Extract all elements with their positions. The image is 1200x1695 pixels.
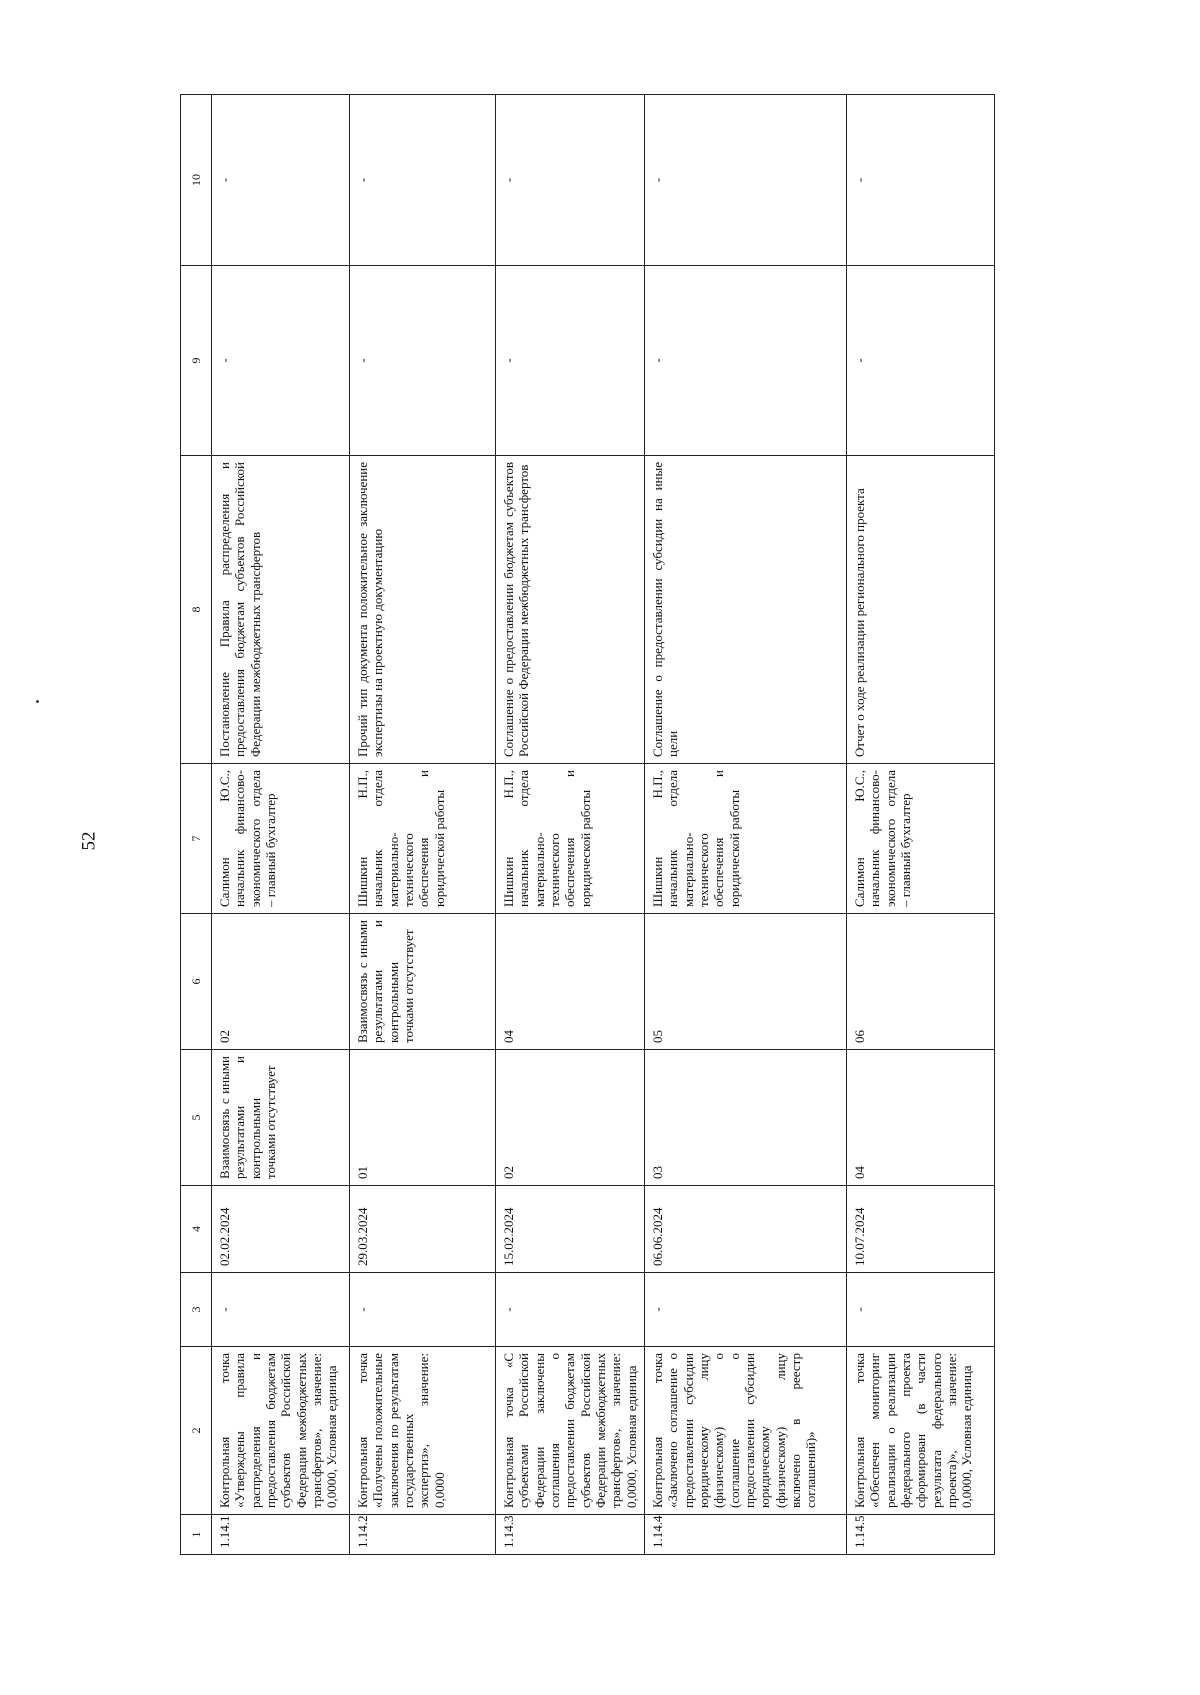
rotated-table-wrapper — [180, 95, 1080, 1555]
cell-control-point: Контрольная точка «Получены положительные заключения по результатам государственных экспертиз», значение: 0,0000 — [350, 1347, 496, 1515]
control-points-table — [180, 94, 995, 1555]
cell-predecessor: 03 — [644, 1050, 846, 1186]
cell-control-point: Контрольная точка «Обеспечен мониторинг реализации о реализации федерального проекта сформирован (в части результата федерального проекта)», значение: 0,0000, Условная единица — [846, 1347, 994, 1515]
cell-col-10: - — [496, 95, 645, 266]
table-row — [644, 95, 846, 1555]
cell-document: Постановление Правила распределения и предоставления бюджетам субъектов Российской Федерации межбюджетных трансфертов — [212, 456, 350, 764]
header-col-2: 2 — [181, 1347, 212, 1515]
cell-control-point: Контрольная точка «Заключено соглашение о предоставлении субсидии юридическому лицу (физическому) о (соглашение о предоставлении субсидии юридическому (физическому) лицу включено в реестр соглашений)» — [644, 1347, 846, 1515]
header-col-6: 6 — [181, 914, 212, 1050]
table-row — [350, 95, 496, 1555]
cell-document: Прочий тип документа положительное заключение экспертизы на проектную документацию — [350, 456, 496, 764]
cell-date: 29.03.2024 — [350, 1186, 496, 1273]
header-col-9: 9 — [181, 266, 212, 456]
cell-control-point: Контрольная точка «Утверждены правила распределения и предоставления бюджетам субъектов Российской Федерации межбюджетных трансфертов», значение: 0,0000, Условная единица — [212, 1347, 350, 1515]
header-col-4: 4 — [181, 1186, 212, 1273]
header-col-1: 1 — [181, 1515, 212, 1555]
cell-col-3: - — [496, 1273, 645, 1347]
header-col-8: 8 — [181, 456, 212, 764]
cell-successor: Взаимосвязь с иными результатами и контрольными точками отсутствует — [350, 914, 496, 1050]
cell-responsible: Шишкин Н.П., начальник отдела материально-технического обеспечения и юридической работы — [644, 764, 846, 914]
cell-number: 1.14.1 — [212, 1515, 350, 1555]
cell-control-point: Контрольная точка «С субъектами Российской Федерации заключены соглашения о предоставлении бюджетам субъектов Российской Федерации межбюджетных трансфертов», значение: 0,0000, Условная единица — [496, 1347, 645, 1515]
header-col-3: 3 — [181, 1273, 212, 1347]
cell-col-10: - — [644, 95, 846, 266]
cell-responsible: Салимон Ю.С., начальник финансово-экономического отдела – главный бухгалтер — [846, 764, 994, 914]
cell-date: 15.02.2024 — [496, 1186, 645, 1273]
table-row — [496, 95, 645, 1555]
cell-col-3: - — [846, 1273, 994, 1347]
cell-successor: 04 — [496, 914, 645, 1050]
cell-col-3: - — [350, 1273, 496, 1347]
cell-predecessor: Взаимосвязь с иными результатами и контрольными точками отсутствует — [212, 1050, 350, 1186]
cell-document: Соглашение о предоставлении субсидии на иные цели — [644, 456, 846, 764]
header-col-5: 5 — [181, 1050, 212, 1186]
cell-col-9: - — [846, 266, 994, 456]
cell-date: 10.07.2024 — [846, 1186, 994, 1273]
cell-successor: 06 — [846, 914, 994, 1050]
cell-predecessor: 01 — [350, 1050, 496, 1186]
table-row — [212, 95, 350, 1555]
cell-col-10: - — [846, 95, 994, 266]
scan-dot — [36, 700, 39, 703]
cell-col-10: - — [212, 95, 350, 266]
cell-responsible: Шишкин Н.П., начальник отдела материально-технического обеспечения и юридической работы — [350, 764, 496, 914]
cell-predecessor: 02 — [496, 1050, 645, 1186]
cell-predecessor: 04 — [846, 1050, 994, 1186]
page-number: 52 — [78, 831, 100, 851]
cell-number: 1.14.2 — [350, 1515, 496, 1555]
table-row — [846, 95, 994, 1555]
cell-date: 06.06.2024 — [644, 1186, 846, 1273]
cell-date: 02.02.2024 — [212, 1186, 350, 1273]
cell-col-9: - — [212, 266, 350, 456]
cell-col-9: - — [496, 266, 645, 456]
cell-responsible: Салимон Ю.С., начальник финансово-экономического отдела – главный бухгалтер — [212, 764, 350, 914]
cell-responsible: Шишкин Н.П., начальник отдела материально-технического обеспечения и юридической работы — [496, 764, 645, 914]
cell-col-3: - — [644, 1273, 846, 1347]
header-row — [181, 95, 212, 1555]
cell-col-10: - — [350, 95, 496, 266]
cell-number: 1.14.5 — [846, 1515, 994, 1555]
cell-successor: 05 — [644, 914, 846, 1050]
cell-col-9: - — [644, 266, 846, 456]
header-col-7: 7 — [181, 764, 212, 914]
cell-number: 1.14.3 — [496, 1515, 645, 1555]
cell-number: 1.14.4 — [644, 1515, 846, 1555]
cell-col-9: - — [350, 266, 496, 456]
cell-successor: 02 — [212, 914, 350, 1050]
header-col-10: 10 — [181, 95, 212, 266]
cell-document: Соглашение о предоставлении бюджетам субъектов Российской Федерации межбюджетных трансфертов — [496, 456, 645, 764]
cell-document: Отчет о ходе реализации регионального проекта — [846, 456, 994, 764]
cell-col-3: - — [212, 1273, 350, 1347]
